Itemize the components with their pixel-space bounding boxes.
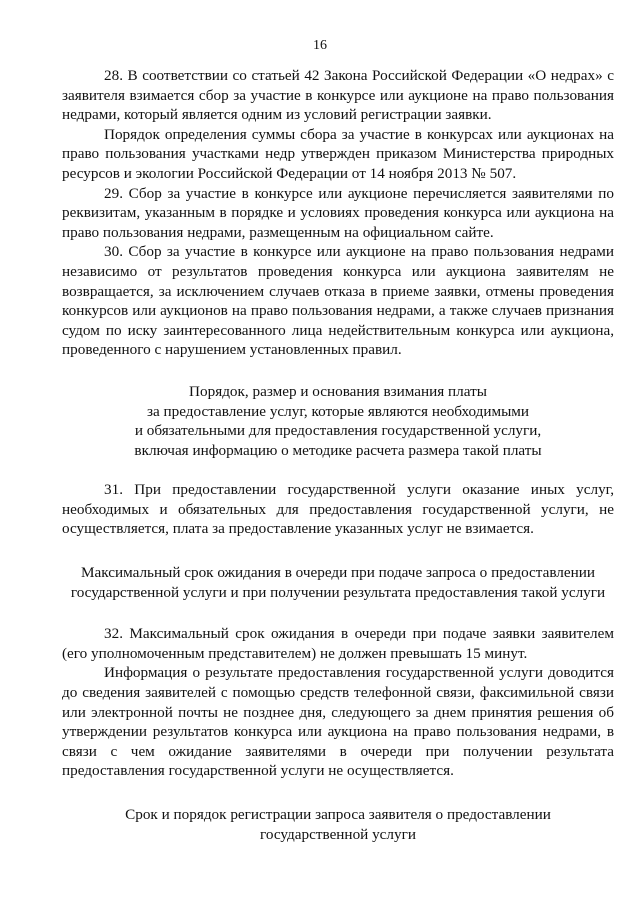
paragraph-32: 32. Максимальный срок ожидания в очереди при подаче заявки заявителем (его уполномоченным представителем) не должен превышать 15 минут. xyxy=(62,625,614,662)
section-heading-fees xyxy=(62,382,614,460)
heading-line: государственной услуги xyxy=(260,825,416,843)
paragraph-31: 31. При предоставлении государственной услуги оказание иных услуг, необходимых и обязательных для предоставления государственной услуги, не осуществляется, плата за предоставление указанных услуг не взимается. xyxy=(62,481,614,538)
heading-line: и обязательными для предоставления государственной услуги, xyxy=(134,422,542,440)
heading-line: государственной услуги и при получении результата предоставления такой услуги xyxy=(70,583,606,601)
document-body xyxy=(62,66,614,844)
heading-line: Срок и порядок регистрации запроса заявителя о предоставлении xyxy=(125,806,551,823)
paragraph-28: 28. В соответствии со статьей 42 Закона Российской Федерации «О недрах» с заявителя взимается сбор за участие в конкурсе или аукционе на право пользования недрами, который является одним из условий регистрации заявки. xyxy=(62,67,614,124)
paragraph-30: 30. Сбор за участие в конкурсе или аукционе на право пользования недрами независимо от результатов проведения конкурса или аукциона заявителям не возвращается, за исключением случаев отказа в приеме заявки, отмены проведения конкурсов или аукционов на право пользования недрами, а также случаев признания судом по иску заинтересованного лица недействительным конкурса или аукциона, проведенного с нарушением установленных правил. xyxy=(62,243,614,359)
page-number: 16 xyxy=(313,38,327,53)
heading-line: за предоставление услуг, которые являются необходимыми xyxy=(146,402,530,420)
heading-line: включая информацию о методике расчета размера такой платы xyxy=(134,441,542,459)
paragraph-29: 29. Сбор за участие в конкурсе или аукционе перечисляется заявителями по реквизитам, указанным в порядке и условиях проведения конкурса или аукциона на право пользования недрами, размещенным на официальном сайте. xyxy=(62,184,614,241)
section-heading-queue-time xyxy=(34,563,640,602)
heading-line: Порядок, размер и основания взимания платы xyxy=(189,382,487,400)
paragraph-fee-procedure: Порядок определения суммы сбора за участие в конкурсах или аукционах на право пользования участками недр утвержден приказом Министерства природных ресурсов и экологии Российской Федерации от 14 ноября 2013 № 507. xyxy=(62,125,614,182)
paragraph-result-info: Информация о результате предоставления государственной услуги доводится до сведения заявителей с помощью средств телефонной связи, факсимильной связи или электронной почты не позднее дня, следующего за днем принятия решения об утверждении результатов конкурса или аукциона на право пользования недрами, в связи с чем ожидание заявителями в очереди при получении результата предоставления государственной услуги не осуществляется. xyxy=(62,664,614,780)
heading-line: Максимальный срок ожидания в очереди при подаче запроса о предоставлении xyxy=(80,564,596,582)
section-heading-registration xyxy=(62,805,614,844)
